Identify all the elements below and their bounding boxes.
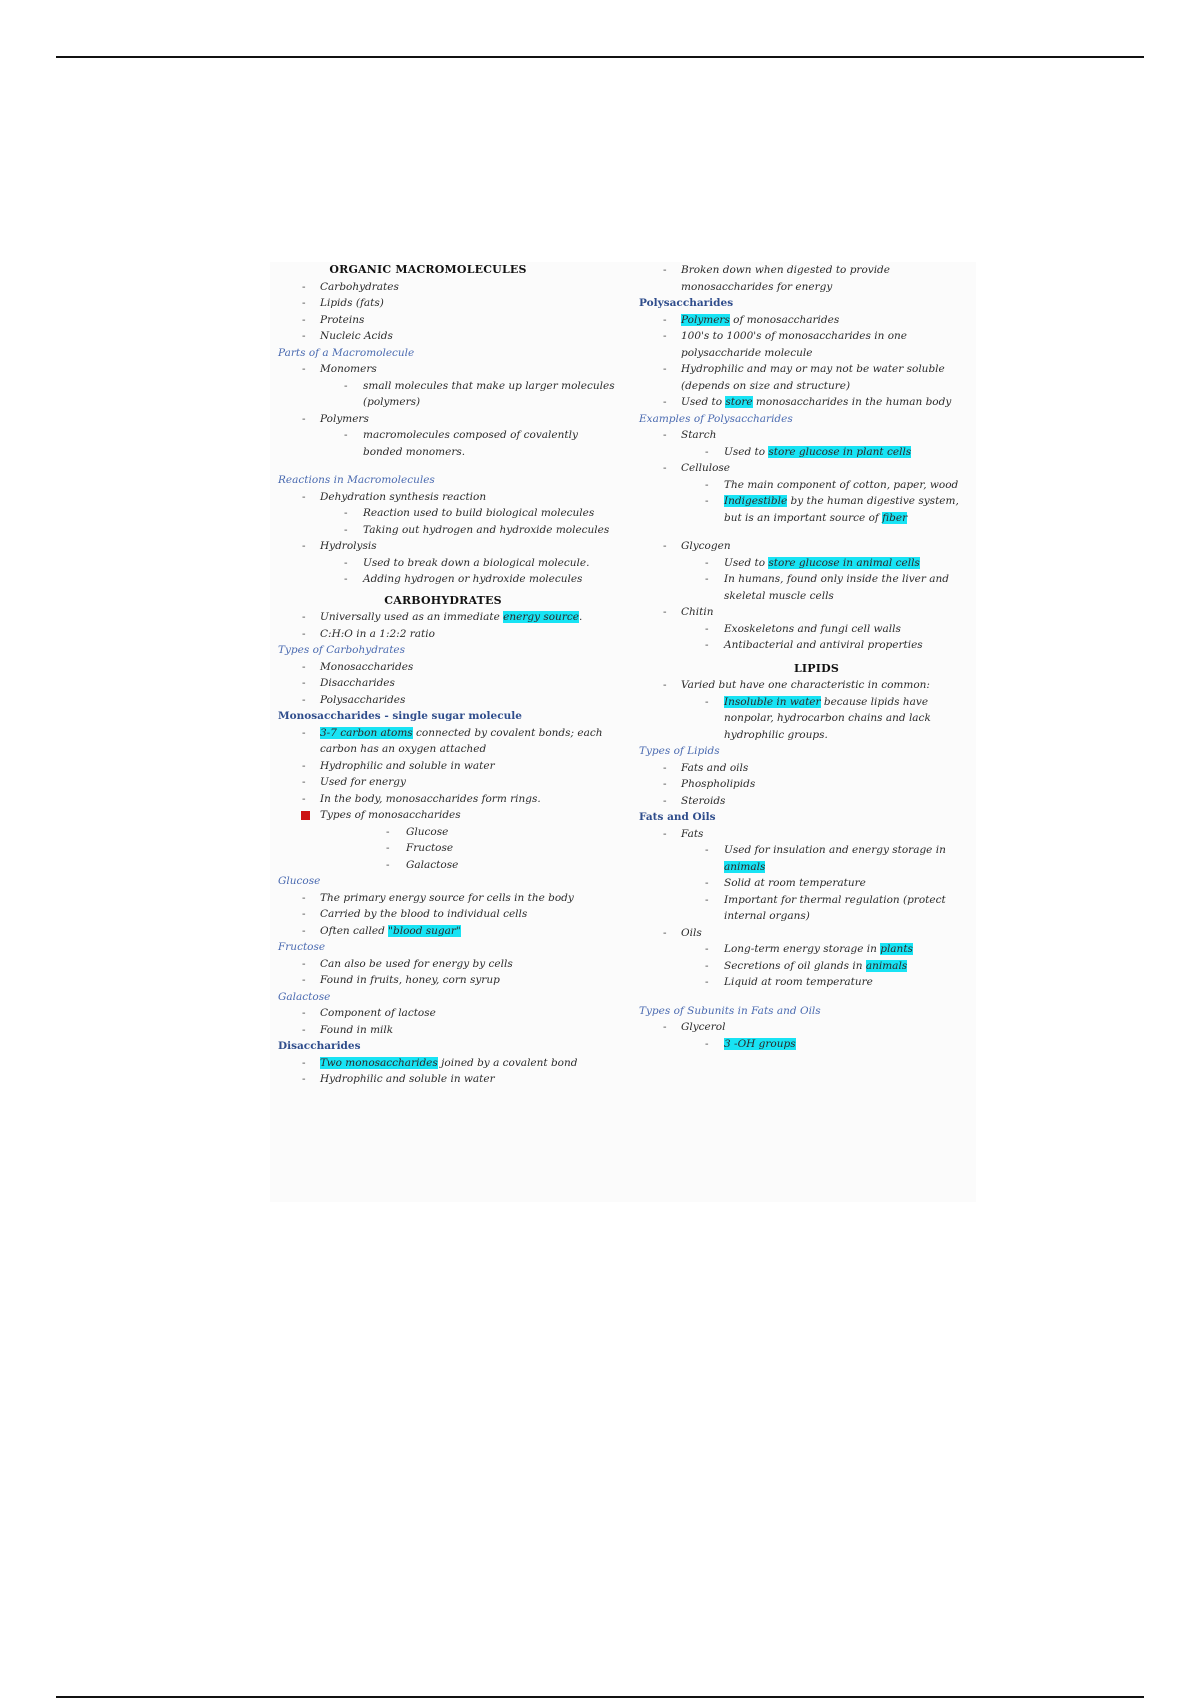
list-item: - In the body, monosaccharides form rings. xyxy=(278,791,618,808)
list-item: - Taking out hydrogen and hydroxide molecules xyxy=(278,522,618,539)
polysaccharides-heading: Polysaccharides xyxy=(639,297,734,309)
list-item: - Monosaccharides xyxy=(278,659,618,676)
galactose-heading: Galactose xyxy=(278,990,331,1003)
list-item: - Hydrolysis xyxy=(278,538,618,555)
list-item: - Cellulose xyxy=(639,460,974,477)
organic-title: ORGANIC MACROMOLECULES xyxy=(329,263,527,276)
list-item: - Disaccharides xyxy=(278,675,618,692)
list-item: - 3-7 carbon atoms connected by covalent bonds; each carbon has an oxygen attached xyxy=(278,725,618,758)
list-item: - Glycogen xyxy=(639,538,974,555)
document-page xyxy=(270,262,976,1202)
list-item: - Component of lactose xyxy=(278,1005,618,1022)
highlight: Insoluble in water xyxy=(724,695,821,708)
list-item: - Used to store monosaccharides in the human body xyxy=(639,394,974,411)
list-item: - Used for energy xyxy=(278,774,618,791)
list-item: - Steroids xyxy=(639,793,974,810)
list-item: - Varied but have one characteristic in common: xyxy=(639,677,974,694)
list-item: - Polymers xyxy=(278,411,618,428)
highlight: 3 -OH groups xyxy=(724,1037,796,1050)
list-item: - Oils xyxy=(639,925,974,942)
list-item: - Polysaccharides xyxy=(278,692,618,709)
red-square-bullet-icon xyxy=(301,811,310,820)
reactions-heading: Reactions in Macromolecules xyxy=(278,474,435,486)
fructose-heading: Fructose xyxy=(278,941,326,953)
highlight: store glucose in plant cells xyxy=(768,445,912,458)
list-item: - small molecules that make up larger molecules (polymers) xyxy=(278,378,618,411)
list-item: - Liquid at room temperature xyxy=(639,974,974,991)
list-item: - Indigestible by the human digestive system, but is an important source of fiber xyxy=(639,493,974,526)
highlight: 3-7 carbon atoms xyxy=(320,726,413,739)
list-item: - Found in fruits, honey, corn syrup xyxy=(278,972,618,989)
list-item: - The main component of cotton, paper, wood xyxy=(639,477,974,494)
highlight: Two monosaccharides xyxy=(320,1056,438,1069)
highlight: "blood sugar" xyxy=(388,924,461,937)
list-item: - Proteins xyxy=(278,312,618,329)
list-item: - Dehydration synthesis reaction xyxy=(278,489,618,506)
list-item: - Important for thermal regulation (protect internal organs) xyxy=(639,892,974,925)
list-item: - Broken down when digested to provide monosaccharides for energy xyxy=(639,262,974,295)
list-item: - Polymers of monosaccharides xyxy=(639,312,974,329)
highlight: energy source xyxy=(503,611,579,623)
list-item: - Exoskeletons and fungi cell walls xyxy=(639,621,974,638)
list-item: - Used to break down a biological molecule. xyxy=(278,555,618,572)
highlight: plants xyxy=(880,943,913,955)
list-item: - Glycerol xyxy=(639,1019,974,1036)
list-item: - Starch xyxy=(639,427,974,444)
list-item: - Long-term energy storage in plants xyxy=(639,941,974,958)
highlight: animals xyxy=(865,959,908,972)
list-item: - Used for insulation and energy storage in animals xyxy=(639,842,974,875)
disaccharides-heading: Disaccharides xyxy=(278,1040,361,1052)
list-item: - Fructose xyxy=(278,840,618,857)
right-column xyxy=(639,262,974,1052)
lipids-title: LIPIDS xyxy=(794,661,839,675)
list-item: - Universally used as an immediate energy source. xyxy=(278,609,618,626)
list-item: - Adding hydrogen or hydroxide molecules xyxy=(278,571,618,588)
list-item: - Fats xyxy=(639,826,974,843)
header-rule xyxy=(56,56,1144,58)
list-item: - Hydrophilic and may or may not be water soluble (depends on size and structure) xyxy=(639,361,974,394)
examples-polysaccharides-heading: Examples of Polysaccharides xyxy=(639,412,793,425)
highlight: store xyxy=(725,396,753,408)
highlight: Polymers xyxy=(681,313,730,326)
list-item: - Used to store glucose in animal cells xyxy=(639,555,974,572)
list-item xyxy=(639,1036,974,1053)
list-item: - Carried by the blood to individual cells xyxy=(278,906,618,923)
list-item: - 100's to 1000's of monosaccharides in one polysaccharide molecule xyxy=(639,328,974,361)
list-item: - Chitin xyxy=(639,604,974,621)
list-item: - The primary energy source for cells in the body xyxy=(278,890,618,907)
list-item: - Antibacterial and antiviral properties xyxy=(639,637,974,654)
types-lipids-heading: Types of Lipids xyxy=(639,745,720,757)
highlight: fiber xyxy=(882,511,908,524)
parts-heading: Parts of a Macromolecule xyxy=(278,346,415,359)
highlight: Indigestible xyxy=(724,495,788,507)
highlight: store glucose in animal cells xyxy=(768,556,920,569)
list-item: - Lipids (fats) xyxy=(278,295,618,312)
list-item: Types of monosaccharides xyxy=(278,807,618,824)
list-item: - Fats and oils xyxy=(639,760,974,777)
list-item: - Glucose xyxy=(278,824,618,841)
list-item: - Hydrophilic and soluble in water xyxy=(278,758,618,775)
subunits-heading: Types of Subunits in Fats and Oils xyxy=(639,1004,821,1017)
list-item: - Used to store glucose in plant cells xyxy=(639,444,974,461)
glucose-heading: Glucose xyxy=(278,875,321,887)
list-item: - Can also be used for energy by cells xyxy=(278,956,618,973)
list-item: - Found in milk xyxy=(278,1022,618,1039)
list-item: - Galactose xyxy=(278,857,618,874)
list-item: - Carbohydrates xyxy=(278,279,618,296)
types-carbohydrates-heading: Types of Carbohydrates xyxy=(278,644,406,656)
list-item: - C:H:O in a 1:2:2 ratio xyxy=(278,626,618,643)
list-item: - Often called "blood sugar" xyxy=(278,923,618,940)
left-column xyxy=(278,262,618,1088)
list-item: - Nucleic Acids xyxy=(278,328,618,345)
list-item: - Solid at room temperature xyxy=(639,875,974,892)
monosaccharides-heading: Monosaccharides - single sugar molecule xyxy=(278,710,522,722)
list-item: - Monomers xyxy=(278,361,618,378)
list-item: - In humans, found only inside the liver and skeletal muscle cells xyxy=(639,571,974,604)
list-item: - Secretions of oil glands in animals xyxy=(639,958,974,975)
fats-oils-heading: Fats and Oils xyxy=(639,811,716,823)
carbohydrates-title: CARBOHYDRATES xyxy=(384,593,502,607)
list-item: - Insoluble in water because lipids have nonpolar, hydrocarbon chains and lack hydrophilic groups. xyxy=(639,694,974,744)
footer-rule xyxy=(56,1696,1144,1698)
list-item: - Two monosaccharides joined by a covalent bond xyxy=(278,1055,618,1072)
highlight: animals xyxy=(724,860,766,873)
list-item: - Reaction used to build biological molecules xyxy=(278,505,618,522)
list-item: - macromolecules composed of covalently bonded monomers. xyxy=(278,427,618,460)
list-item: - Phospholipids xyxy=(639,776,974,793)
list-item: - Hydrophilic and soluble in water xyxy=(278,1071,618,1088)
